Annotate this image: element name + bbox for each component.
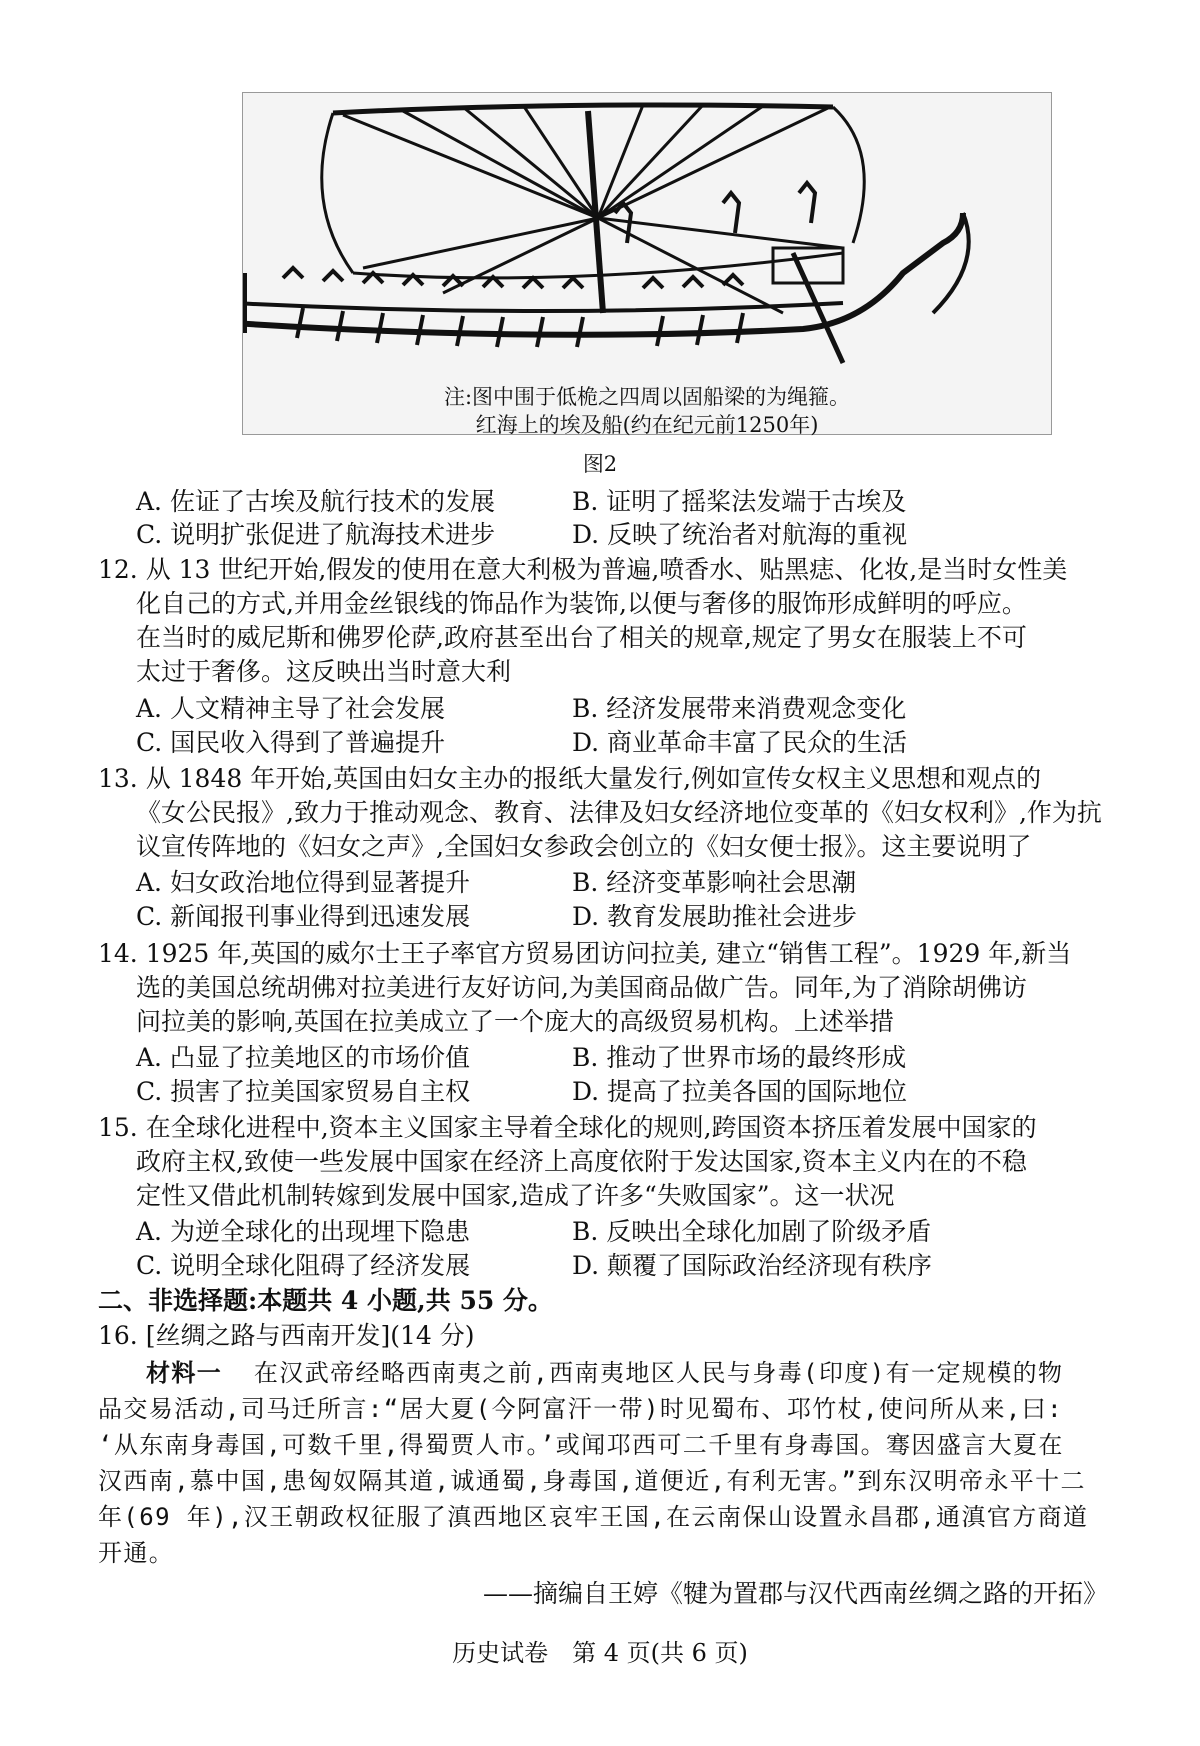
q14-stem-line: 14. 1925 年,英国的威尔士王子率官方贸易团访问拉美, 建立“销售工程”。1929 年,新当	[98, 939, 1072, 968]
q15-option-c[interactable]: C. 说明全球化阻碍了经济发展	[136, 1251, 471, 1280]
q15-stem-line: 政府主权,致使一些发展中国家在经济上高度依附于发达国家,资本主义内在的不稳	[136, 1147, 1027, 1176]
q13-stem-line: 《女公民报》,致力于推动观念、教育、法律及妇女经济地位变革的《妇女权利》,作为抗	[136, 798, 1102, 827]
page-footer: 历史试卷 第 4 页(共 6 页)	[452, 1639, 748, 1667]
material-label: 材料一	[146, 1358, 223, 1387]
figure-caption: 红海上的埃及船(约在纪元前1250年)	[475, 413, 819, 437]
q12-option-b[interactable]: B. 经济发展带来消费观念变化	[572, 694, 907, 723]
material-line: ‘从东南身毒国,可数千里,得蜀贾人市。’或闻邛西可二千里有身毒国。骞因盛言大夏在	[98, 1431, 1064, 1459]
section-heading: 二、非选择题:本题共 4 小题,共 55 分。	[98, 1286, 553, 1315]
material-line: 品交易活动,司马迁所言:“居大夏(今阿富汗一带)时见蜀布、邛竹杖,使问所从来,曰:	[98, 1395, 1063, 1423]
q16-title: 16. [丝绸之路与西南开发](14 分)	[98, 1321, 475, 1350]
figure-label: 图2	[582, 452, 618, 476]
q14-option-c[interactable]: C. 损害了拉美国家贸易自主权	[136, 1077, 471, 1106]
q12-option-d[interactable]: D. 商业革命丰富了民众的生活	[572, 728, 908, 757]
q13-option-c[interactable]: C. 新闻报刊事业得到迅速发展	[136, 902, 471, 931]
q13-stem-line: 议宣传阵地的《妇女之声》,全国妇女参政会创立的《妇女便士报》。这主要说明了	[136, 832, 1032, 861]
q14-option-d[interactable]: D. 提高了拉美各国的国际地位	[572, 1077, 908, 1106]
q12-option-c[interactable]: C. 国民收入得到了普遍提升	[136, 728, 446, 757]
material-line: 开通。	[98, 1539, 175, 1567]
q13-option-d[interactable]: D. 教育发展助推社会进步	[572, 902, 858, 931]
q12-stem-line: 化自己的方式,并用金丝银线的饰品作为装饰,以便与奢侈的服饰形成鲜明的呼应。	[136, 589, 1027, 618]
figure-note: 注:图中围于低桅之四周以固船梁的为绳箍。	[443, 385, 851, 409]
q13-option-b[interactable]: B. 经济变革影响社会思潮	[572, 868, 857, 897]
figure-box	[242, 92, 1052, 435]
q13-stem-line: 13. 从 1848 年开始,英国由妇女主办的报纸大量发行,例如宣传女权主义思想和观点的	[98, 764, 1042, 793]
q11-option-a[interactable]: A. 佐证了古埃及航行技术的发展	[136, 487, 495, 516]
q11-option-c[interactable]: C. 说明扩张促进了航海技术进步	[136, 520, 496, 549]
egyptian-ship-icon	[243, 93, 1051, 373]
q11-option-d[interactable]: D. 反映了统治者对航海的重视	[572, 520, 908, 549]
material-first-line	[146, 1356, 1156, 1390]
material-line: 在汉武帝经略西南夷之前,西南夷地区人民与身毒(印度)有一定规模的物	[253, 1359, 1064, 1387]
q15-stem-line: 15. 在全球化进程中,资本主义国家主导着全球化的规则,跨国资本挤压着发展中国家的	[98, 1113, 1037, 1142]
q12-option-a[interactable]: A. 人文精神主导了社会发展	[136, 694, 445, 723]
material-line: 汉西南,慕中国,患匈奴隔其道,诚通蜀,身毒国,道便近,有利无害。”到东汉明帝永平十二	[98, 1467, 1086, 1495]
q14-stem-line: 问拉美的影响,英国在拉美成立了一个庞大的高级贸易机构。上述举措	[136, 1007, 894, 1036]
q15-option-b[interactable]: B. 反映出全球化加剧了阶级矛盾	[572, 1217, 932, 1246]
q12-stem-line: 太过于奢侈。这反映出当时意大利	[136, 657, 512, 686]
q12-stem-line: 12. 从 13 世纪开始,假发的使用在意大利极为普遍,喷香水、贴黑痣、化妆,是当时女性美	[98, 555, 1068, 584]
q12-stem-line: 在当时的威尼斯和佛罗伦萨,政府甚至出台了相关的规章,规定了男女在服装上不可	[136, 623, 1027, 652]
q13-option-a[interactable]: A. 妇女政治地位得到显著提升	[136, 868, 470, 897]
q11-option-b[interactable]: B. 证明了摇桨法发端于古埃及	[572, 487, 907, 516]
q14-option-a[interactable]: A. 凸显了拉美地区的市场价值	[136, 1043, 470, 1072]
q15-stem-line: 定性又借此机制转嫁到发展中国家,造成了许多“失败国家”。这一状况	[136, 1181, 895, 1210]
material-line: 年(69 年),汉王朝政权征服了滇西地区哀牢王国,在云南保山设置永昌郡,通滇官方商道	[98, 1503, 1089, 1531]
material-source: ——摘编自王婷《犍为置郡与汉代西南丝绸之路的开拓》	[482, 1579, 1108, 1608]
q15-option-a[interactable]: A. 为逆全球化的出现埋下隐患	[136, 1217, 470, 1246]
q14-option-b[interactable]: B. 推动了世界市场的最终形成	[572, 1043, 907, 1072]
q14-stem-line: 选的美国总统胡佛对拉美进行友好访问,为美国商品做广告。同年,为了消除胡佛访	[136, 973, 1027, 1002]
q15-option-d[interactable]: D. 颠覆了国际政治经济现有秩序	[572, 1251, 933, 1280]
